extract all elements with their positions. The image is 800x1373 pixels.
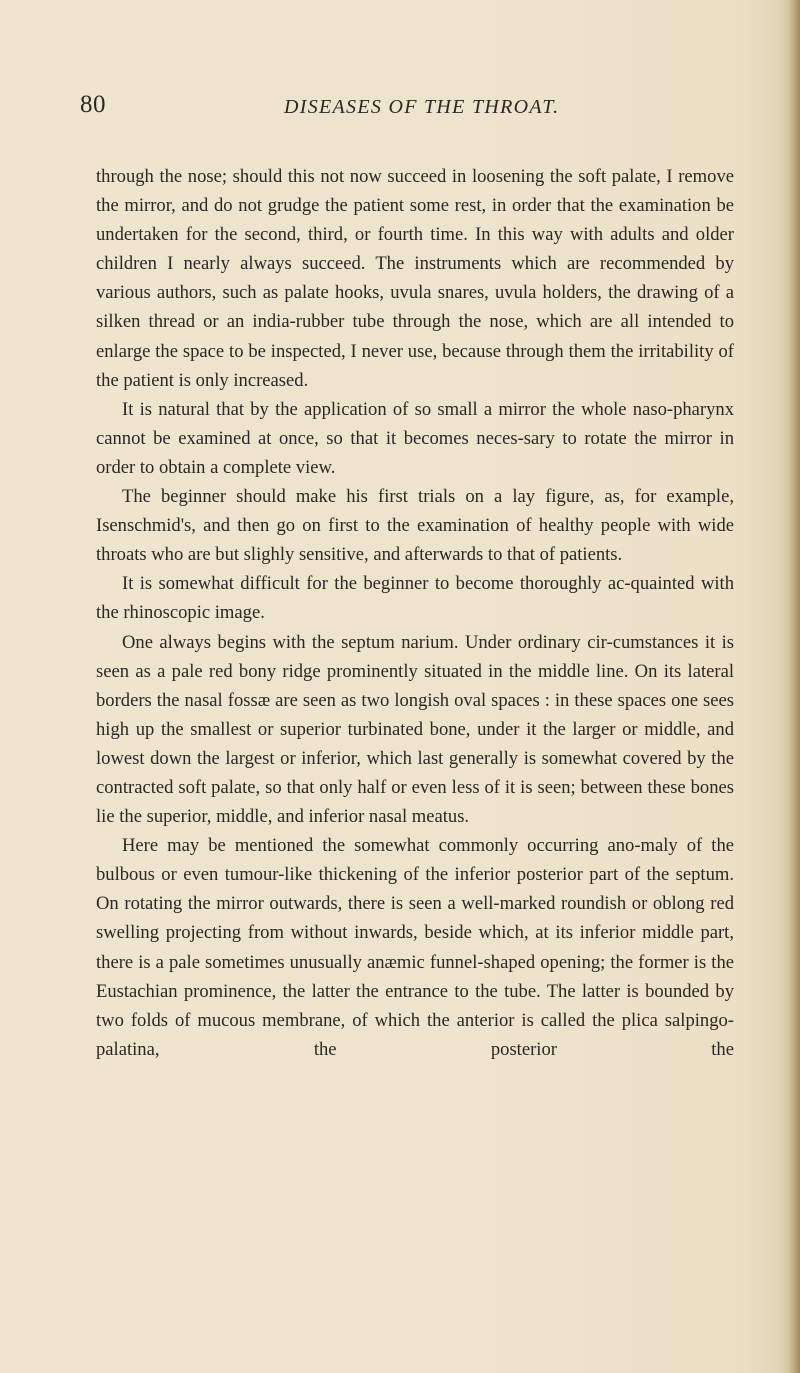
paragraph-6: Here may be mentioned the somewhat commonly occurring ano-maly of the bulbous or even tumour-like thickening of the inferior posterior part of the septum. On rotating the mirror outwards, there is seen a well-marked roundish or oblong red swelling projecting from without inwards, beside which, at its inferior middle part, there is a pale sometimes unusually anæmic funnel-shaped opening; the former is the Eustachian prominence, the latter the entrance to the tube. The latter is bounded by two folds of mucous membrane, of which the anterior is called the plica salpingo-palatina, the posterior the bbox=[96, 835, 734, 1060]
running-title: DISEASES OF THE THROAT. bbox=[284, 96, 560, 118]
running-head bbox=[80, 90, 720, 130]
page-edge-shadow bbox=[788, 0, 800, 1373]
paragraph-3: The beginner should make his first trials on a lay figure, as, for example, Isenschmid's, and then go on first to the examination of healthy people with wide throats who are but slighly sensitive, and afterwards to that of patients. bbox=[96, 486, 734, 566]
paragraph-5: One always begins with the septum narium. Under ordinary cir-cumstances it is seen as a pale red bony ridge prominently situated in the middle line. On its lateral borders the nasal fossæ are seen as two longish oval spaces : in these spaces one sees high up the smallest or superior turbinated bone, under it the larger or middle, and lowest down the largest or inferior, which last generally is somewhat covered by the contracted soft palate, so that only half or even less of it is seen; between these bones lie the superior, middle, and inferior nasal meatus. bbox=[96, 631, 734, 828]
paragraph-1: through the nose; should this not now succeed in loosening the soft palate, I remove the mirror, and do not grudge the patient some rest, in order that the examination be undertaken for the second, third, or fourth time. In this way with adults and older children I nearly always succeed. The instruments which are recommended by various authors, such as palate hooks, uvula snares, uvula holders, the drawing of a silken thread or an india-rubber tube through the nose, which are all intended to enlarge the space to be inspected, I never use, because through them the irritability of the patient is only increased. bbox=[96, 166, 734, 391]
body-text bbox=[96, 162, 734, 1064]
paragraph-2: It is natural that by the application of so small a mirror the whole naso-pharynx cannot be examined at once, so that it becomes neces-sary to rotate the mirror in order to obtain a complete view. bbox=[96, 398, 734, 478]
paragraph-4: It is somewhat difficult for the beginner to become thoroughly ac-quainted with the rhinoscopic image. bbox=[96, 573, 734, 624]
page-number: 80 bbox=[80, 91, 106, 118]
